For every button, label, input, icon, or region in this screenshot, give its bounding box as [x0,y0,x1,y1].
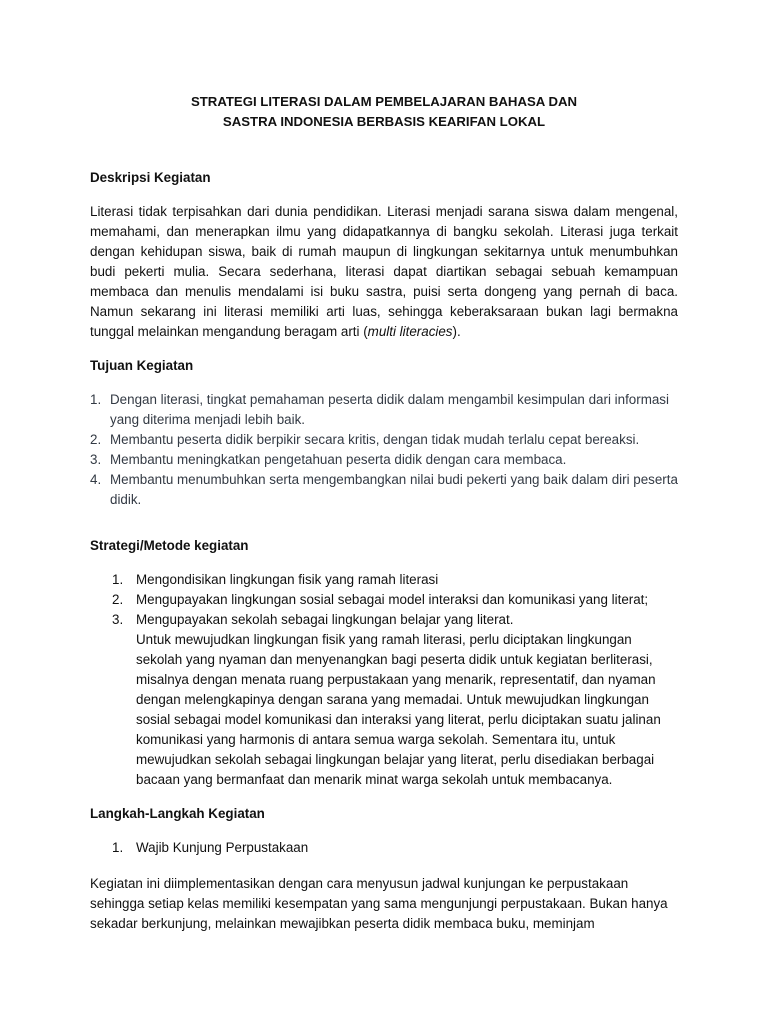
list-item [90,610,678,630]
list-item-text: Wajib Kunjung Perpustakaan [136,840,309,855]
strategi-explanation: Untuk mewujudkan lingkungan fisik yang ramah literasi, perlu diciptakan lingkungan sekolah yang nyaman dan menyenangkan bagi peserta didik untuk kegiatan berliterasi, misalnya dengan menata ruang perpustakaan yang menarik, representatif, dan nyaman dengan melengkapinya dengan sarana yang memadai. Untuk mewujudkan lingkungan sosial sebagai model komunikasi dan interaksi yang literat, perlu diciptakan suatu jalinan komunikasi yang harmonis di antara semua warga sekolah. Sementara itu, untuk mewujudkan sekolah sebagai lingkungan belajar yang literat, perlu disediakan berbagai bacaan yang bermanfaat dan menarik minat warga sekolah untuk membacanya. [136,632,661,787]
deskripsi-text-end: ). [452,324,461,339]
list-number: 1. [112,840,124,855]
deskripsi-italic-term: multi literacies [367,324,453,339]
list-number: 2. [112,592,124,607]
list-item [90,838,678,858]
list-number: 1. [90,392,102,407]
list-number: 1. [112,572,124,587]
strategi-list [90,570,678,630]
list-item [90,430,678,450]
tujuan-list [90,390,678,510]
list-item-text: Membantu menumbuhkan serta mengembangkan nilai budi pekerti yang baik dalam diri peserta didik. [110,472,678,507]
list-number: 2. [90,432,102,447]
section-heading-langkah: Langkah-Langkah Kegiatan [90,806,265,821]
title-line-1: STRATEGI LITERASI DALAM PEMBELAJARAN BAHASA DAN [190,94,578,109]
langkah-paragraph: Kegiatan ini diimplementasikan dengan cara menyusun jadwal kunjungan ke perpustakaan sehingga setiap kelas memiliki kesempatan yang sama mengunjungi perpustakaan. Bukan hanya sekadar berkunjung, melainkan mewajibkan peserta didik membaca buku, meminjam [90,876,668,931]
section-heading-strategi: Strategi/Metode kegiatan [90,538,249,553]
document-page [90,92,678,934]
list-item [90,470,678,510]
document-title [90,92,678,132]
title-line-2: SASTRA INDONESIA BERBASIS KEARIFAN LOKAL [222,114,546,129]
deskripsi-text: Literasi tidak terpisahkan dari dunia pendidikan. Literasi menjadi sarana siswa dalam mengenal, memahami, dan menerapkan ilmu yang didapatkannya di bangku sekolah. Literasi juga terkait dengan kehidupan siswa, baik di rumah maupun di lingkungan sekitarnya untuk menumbuhkan budi pekerti mulia. Secara sederhana, literasi dapat diartikan sebagai sebuah kemampuan membaca dan menulis mendalami isi buku sastra, puisi serta dongeng yang pernah di baca. Namun sekarang ini literasi memiliki arti luas, sehingga keberaksaraan bukan lagi bermakna tunggal melainkan mengandung beragam arti ( [90,204,678,339]
list-item-text: Mengondisikan lingkungan fisik yang ramah literasi [136,572,439,587]
deskripsi-paragraph [90,202,678,342]
list-item-text: Membantu peserta didik berpikir secara kritis, dengan tidak mudah terlalu cepat bereaksi. [110,432,640,447]
list-item [90,570,678,590]
list-item [90,450,678,470]
list-number: 3. [90,452,102,467]
list-item-text: Dengan literasi, tingkat pemahaman peserta didik dalam mengambil kesimpulan dari informasi yang diterima menjadi lebih baik. [110,392,669,427]
section-heading-tujuan: Tujuan Kegiatan [90,358,194,373]
list-item [90,390,678,430]
list-item-text: Membantu meningkatkan pengetahuan peserta didik dengan cara membaca. [110,452,567,467]
list-item-text: Mengupayakan sekolah sebagai lingkungan belajar yang literat. [136,612,514,627]
list-item [90,590,678,610]
section-heading-deskripsi: Deskripsi Kegiatan [90,170,211,185]
list-item-text: Mengupayakan lingkungan sosial sebagai model interaksi dan komunikasi yang literat; [136,592,649,607]
list-number: 4. [90,472,102,487]
list-number: 3. [112,612,124,627]
langkah-list [90,838,678,858]
